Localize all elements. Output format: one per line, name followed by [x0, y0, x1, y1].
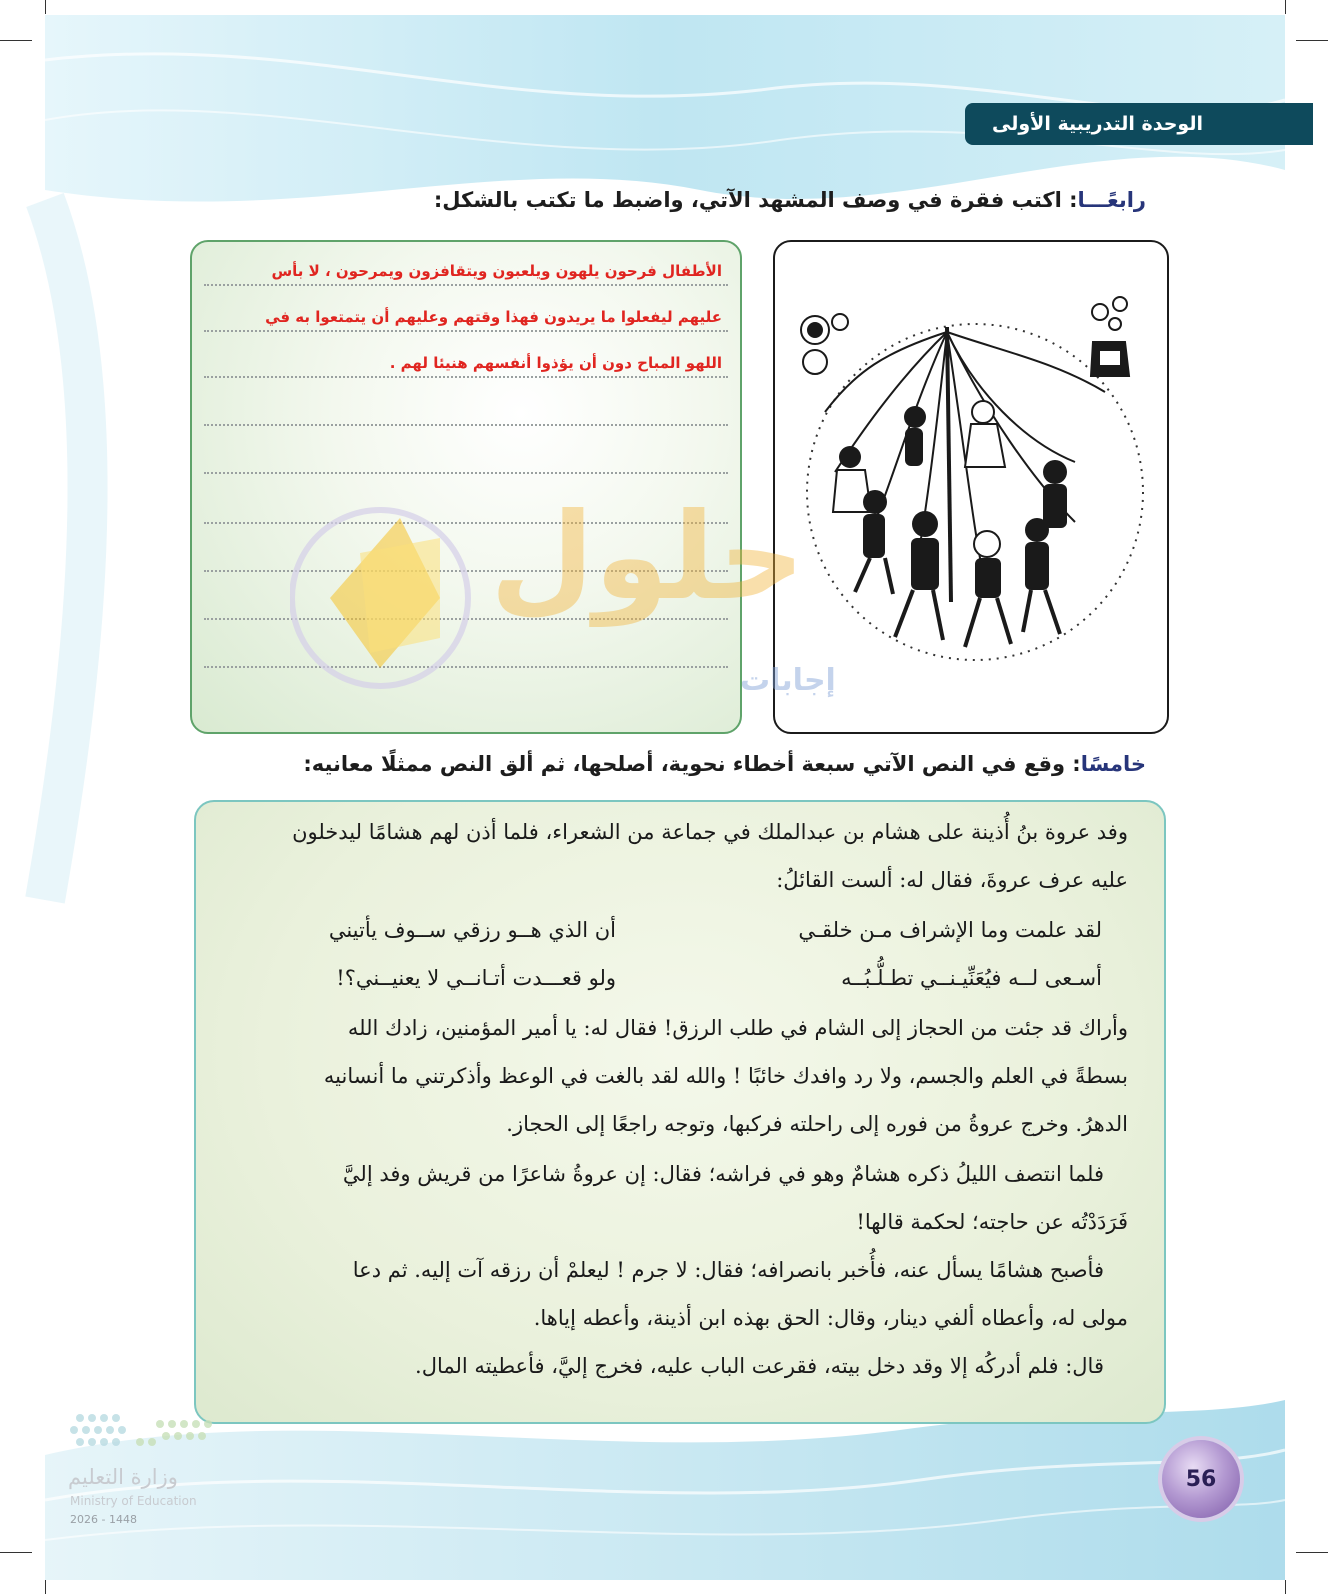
page-number: [1162, 1440, 1240, 1518]
passage-line: مولى له، وأعطاه ألفي دينار، وقال: الحق بهذه ابن أذينة، وأعطه إياها.: [533, 1306, 1128, 1330]
verse-second-hemistich: أن الذي هــو رزقي ســوف يأتيني: [328, 918, 616, 942]
writing-line: [204, 376, 728, 378]
crop-mark: [1296, 40, 1328, 41]
section4-heading: رابعًـــا: اكتب فقرة في وصف المشهد الآتي، واضبط ما تكتب بالشكل:: [433, 188, 1146, 212]
unit-banner-label: الوحدة التدريبية الأولى: [992, 113, 1203, 135]
ministry-english-name: Ministry of Education: [70, 1494, 197, 1508]
section5-heading: خامسًا: وقع في النص الآتي سبعة أخطاء نحوية، أصلحها، ثم ألق النص ممثلًا معانيه:: [303, 752, 1146, 776]
passage-line: قال: فلم أدركُه إلا وقد دخل بيته، فقرعت الباب عليه، فخرج إليَّ، فأعطيته المال.: [415, 1354, 1104, 1378]
answer-line: عليهم ليفعلوا ما يريدون فهذا وقتهم وعليهم أن يتمتعوا به في: [265, 308, 722, 326]
edition-year: 2026 - 1448: [70, 1513, 137, 1526]
crop-mark: [45, 0, 46, 14]
crop-mark: [1296, 1552, 1328, 1553]
passage-line: بسطةً في العلم والجسم، ولا رد وافدك خائبًا ! والله لقد بالغت في الوعظ وأذكرتني ما أنسانيه: [323, 1064, 1128, 1088]
writing-line: [204, 330, 728, 332]
answer-line: الأطفال فرحون يلهون ويلعبون ويتقافزون ويمرحون ، لا بأس: [271, 262, 722, 280]
writing-line: [204, 666, 728, 668]
passage-box: [194, 800, 1166, 1424]
crop-mark: [0, 40, 32, 41]
page-number-value: 56: [1185, 1466, 1217, 1492]
verse-first-hemistich: لقد علمت وما الإشراف مـن خلقـي: [798, 918, 1102, 942]
crop-mark: [45, 1580, 46, 1594]
section4-label: رابعًـــا: [1077, 188, 1146, 212]
passage-line: عليه عرف عروةَ، فقال له: ألست القائلُ:: [776, 868, 1128, 892]
passage-line: وفد عروة بنُ أُذينة على هشام بن عبدالملك في جماعة من الشعراء، فلما أذن لهم هشامًا ليدخلون: [292, 820, 1128, 844]
writing-line: [204, 424, 728, 426]
section5-label: خامسًا: [1080, 752, 1146, 776]
maypole-children-illustration: [775, 242, 1167, 732]
writing-line: [204, 522, 728, 524]
passage-line: فأصبح هشامًا يسأل عنه، فأُخبر بانصرافه؛ فقال: لا جرم ! ليعلمْ أن رزقه آت إليه. ثم دعا: [352, 1258, 1104, 1282]
answer-writing-box[interactable]: [190, 240, 742, 734]
writing-line: [204, 570, 728, 572]
ministry-arabic-name: وزارة التعليم: [68, 1465, 178, 1489]
section4-instruction: اكتب فقرة في وصف المشهد الآتي، واضبط ما تكتب بالشكل:: [433, 188, 1062, 212]
watermark-main-text: حلول: [490, 488, 805, 627]
writing-line: [204, 472, 728, 474]
answer-line: اللهو المباح دون أن يؤذوا أنفسهم هنيئا لهم .: [389, 354, 722, 372]
crop-mark: [1285, 0, 1286, 14]
section5-instruction: وقع في النص الآتي سبعة أخطاء نحوية، أصلحها، ثم ألق النص ممثلًا معانيه:: [303, 752, 1065, 776]
crop-mark: [0, 1552, 32, 1553]
unit-banner: [965, 103, 1313, 145]
passage-line: فَرَدَدْتُه عن حاجته؛ لحكمة قالها!: [856, 1210, 1128, 1234]
writing-line: [204, 618, 728, 620]
watermark-sub-text: إجابات: [740, 663, 836, 698]
passage-line: فلما انتصف الليلُ ذكره هشامٌ وهو في فراشه؛ فقال: إن عروةُ شاعرًا من قريش وفد إليَّ: [342, 1162, 1104, 1186]
passage-line: الدهرُ. وخرج عروةُ من فوره إلى راحلته فركبها، وتوجه راجعًا إلى الحجاز.: [506, 1112, 1128, 1136]
passage-line: وأراك قد جئت من الحجاز إلى الشام في طلب الرزق! فقال له: يا أمير المؤمنين، زادك الله: [347, 1016, 1128, 1040]
verse-second-hemistich: ولو قعـــدت أتـانــي لا يعنيــني؟!: [336, 966, 616, 990]
verse-first-hemistich: أسـعى لــه فيُعَنِّيـنــي تطـلُّـبُــه: [841, 966, 1102, 990]
writing-line: [204, 284, 728, 286]
maypole-illustration-frame: [773, 240, 1169, 734]
crop-mark: [1285, 1580, 1286, 1594]
